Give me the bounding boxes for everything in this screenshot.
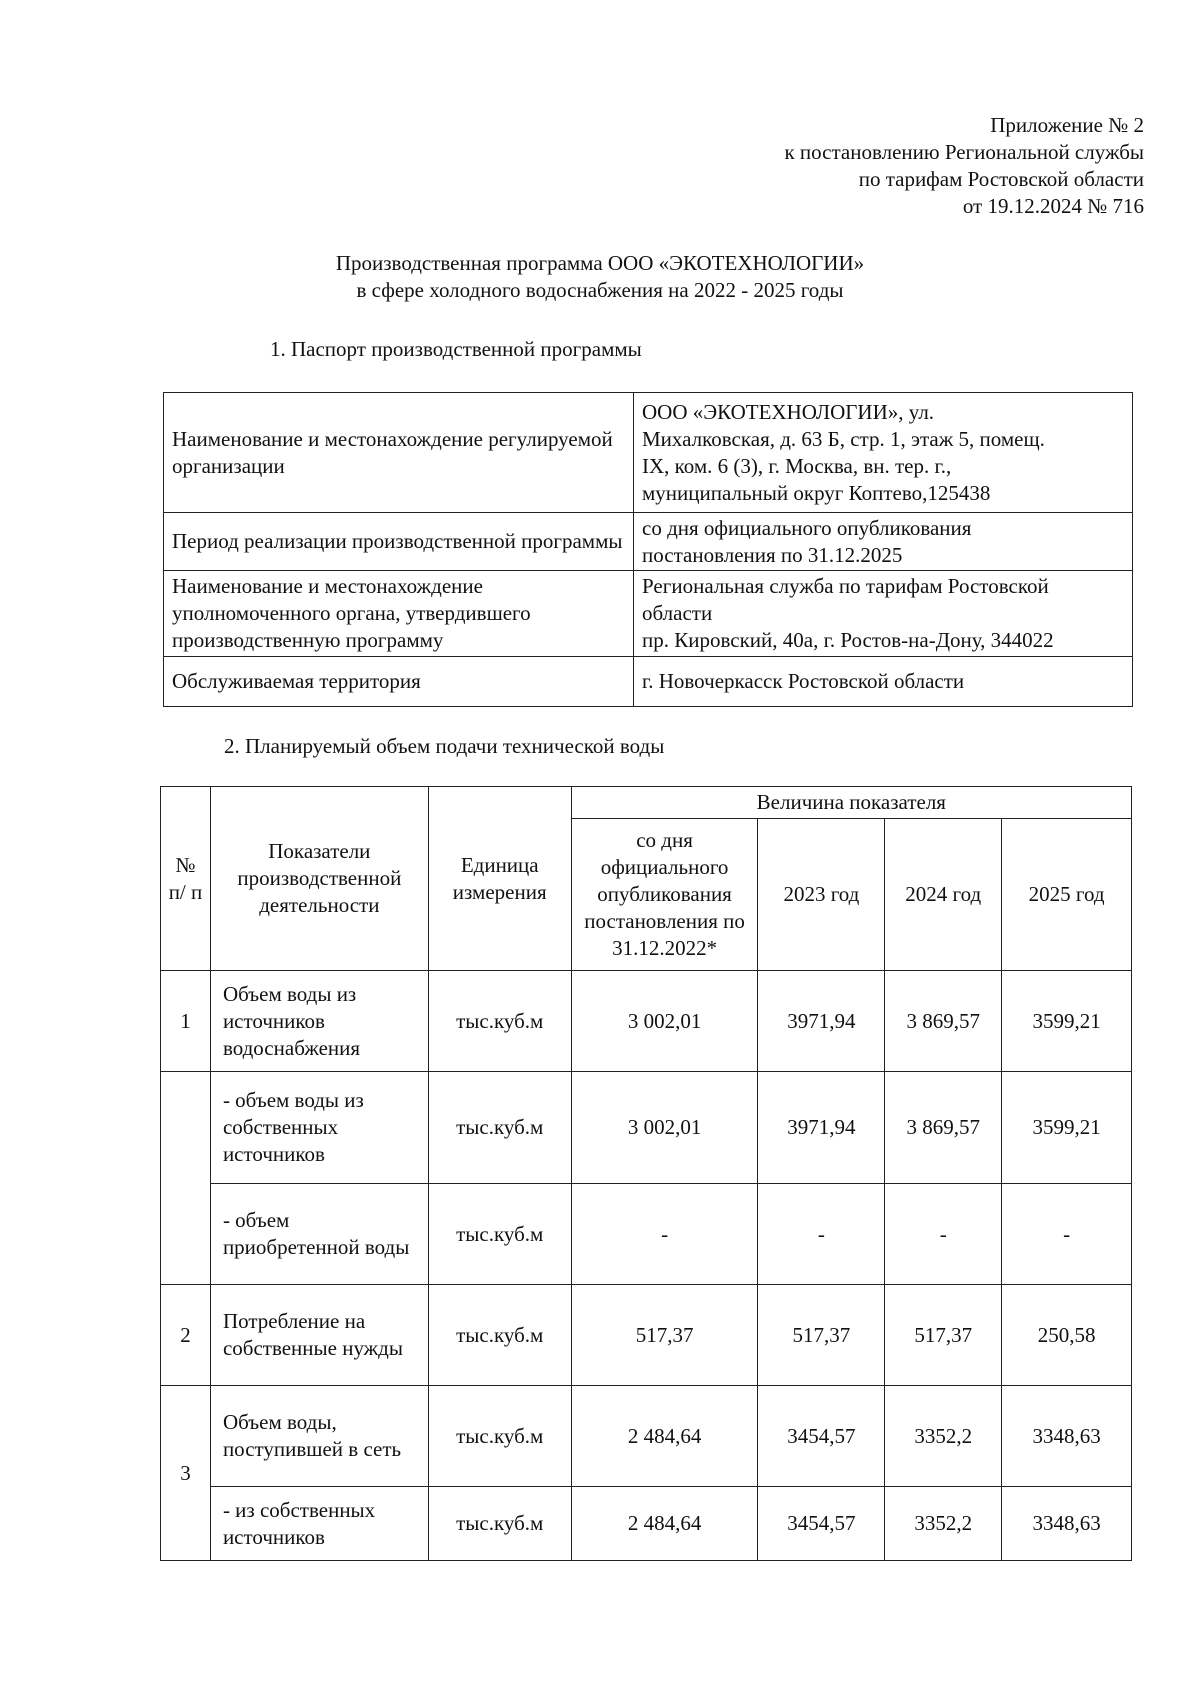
value-line: постановления по 31.12.2025 — [642, 542, 903, 567]
row-unit: тыс.куб.м — [428, 1386, 571, 1487]
table-row — [161, 971, 1132, 1072]
appendix-header — [784, 112, 1144, 220]
row-num: 1 — [161, 971, 211, 1072]
table-row — [161, 1072, 1132, 1184]
row-num: 3 — [161, 1386, 211, 1561]
row-value: 3454,57 — [758, 1386, 885, 1487]
header-row — [161, 787, 1132, 819]
row-name: - объем приобретенной воды — [210, 1184, 428, 1285]
value-line: Региональная служба по тарифам Ростовской — [642, 574, 1049, 598]
passport-key: Наименование и местонахождение уполномоченного органа, утвердившего производственную программу — [164, 571, 634, 657]
value-line: IX, ком. 6 (3), г. Москва, вн. тер. г., — [642, 453, 952, 478]
section-2-heading: 2. Планируемый объем подачи технической воды — [224, 734, 665, 758]
row-name: Объем воды, поступившей в сеть — [210, 1386, 428, 1487]
col-header-group: Величина показателя — [571, 787, 1131, 819]
passport-value — [634, 657, 1133, 707]
row-name: Потребление на собственные нужды — [210, 1285, 428, 1386]
table-row — [161, 1386, 1132, 1487]
row-value: 250,58 — [1002, 1285, 1132, 1386]
row-unit: тыс.куб.м — [428, 1487, 571, 1561]
table-row — [161, 1184, 1132, 1285]
row-unit: тыс.куб.м — [428, 971, 571, 1072]
row-value: 3348,63 — [1002, 1487, 1132, 1561]
row-value: - — [1002, 1184, 1132, 1285]
table-row — [161, 1487, 1132, 1561]
col-header-period-1: со дня официального опубликования постановления по 31.12.2022* — [571, 819, 758, 971]
value-line: пр. Кировский, 40а, г. Ростов-на-Дону, 344022 — [642, 628, 1054, 652]
value-line: со дня официального опубликования — [642, 515, 972, 540]
row-num — [161, 1072, 211, 1285]
row-value: - — [571, 1184, 758, 1285]
table-row — [161, 1285, 1132, 1386]
row-name: - из собственных источников — [210, 1487, 428, 1561]
table-row — [164, 571, 1133, 657]
col-header-indicator: Показатели производственной деятельности — [210, 787, 428, 971]
passport-value — [634, 513, 1133, 571]
section-1-heading: 1. Паспорт производственной программы — [270, 337, 642, 361]
row-value: 3454,57 — [758, 1487, 885, 1561]
value-line: Михалковская, д. 63 Б, стр. 1, этаж 5, помещ. — [642, 426, 1045, 451]
row-value: 3971,94 — [758, 971, 885, 1072]
appendix-authority: по тарифам Ростовской области — [858, 167, 1144, 191]
row-name: Объем воды из источников водоснабжения — [210, 971, 428, 1072]
row-name: - объем воды из собственных источников — [210, 1072, 428, 1184]
col-header-2025: 2025 год — [1002, 819, 1132, 971]
row-value: 517,37 — [571, 1285, 758, 1386]
row-value: - — [758, 1184, 885, 1285]
row-value: 3 002,01 — [571, 1072, 758, 1184]
row-value: 3599,21 — [1002, 971, 1132, 1072]
passport-key: Наименование и местонахождение регулируемой организации — [164, 393, 634, 513]
row-value: 3352,2 — [885, 1386, 1002, 1487]
supply-volume-table — [160, 786, 1132, 1561]
table-row — [164, 393, 1133, 513]
row-value: 517,37 — [885, 1285, 1002, 1386]
table-row — [164, 513, 1133, 571]
row-value: 3599,21 — [1002, 1072, 1132, 1184]
appendix-number: Приложение № 2 — [990, 113, 1144, 137]
row-value: 3 869,57 — [885, 971, 1002, 1072]
passport-key: Период реализации производственной программы — [164, 513, 634, 571]
row-value: 3 869,57 — [885, 1072, 1002, 1184]
row-value: 3348,63 — [1002, 1386, 1132, 1487]
document-title — [0, 250, 1200, 304]
row-value: 3971,94 — [758, 1072, 885, 1184]
appendix-resolution: к постановлению Региональной службы — [784, 140, 1144, 164]
row-value: 2 484,64 — [571, 1386, 758, 1487]
row-unit: тыс.куб.м — [428, 1072, 571, 1184]
value-line: ООО «ЭКОТЕХНОЛОГИИ», ул. — [642, 399, 935, 424]
appendix-date: от 19.12.2024 № 716 — [962, 194, 1144, 218]
row-unit: тыс.куб.м — [428, 1184, 571, 1285]
value-line: г. Новочеркасск Ростовской области — [642, 669, 965, 693]
col-header-unit: Единица измерения — [428, 787, 571, 971]
col-header-2024: 2024 год — [885, 819, 1002, 971]
value-line: муниципальный округ Коптево,125438 — [642, 480, 991, 505]
row-value: 2 484,64 — [571, 1487, 758, 1561]
row-value: - — [885, 1184, 1002, 1285]
passport-value — [634, 571, 1133, 657]
title-line-1: Производственная программа ООО «ЭКОТЕХНОЛОГИИ» — [335, 251, 865, 275]
title-line-2: в сфере холодного водоснабжения на 2022 - 2025 годы — [356, 278, 844, 302]
value-line: области — [642, 601, 713, 625]
col-header-num: № п/ п — [161, 787, 211, 971]
row-unit: тыс.куб.м — [428, 1285, 571, 1386]
row-value: 3352,2 — [885, 1487, 1002, 1561]
passport-value — [634, 393, 1133, 513]
passport-key: Обслуживаемая территория — [164, 657, 634, 707]
passport-table — [163, 392, 1133, 707]
table-row — [164, 657, 1133, 707]
row-num: 2 — [161, 1285, 211, 1386]
row-value: 517,37 — [758, 1285, 885, 1386]
row-value: 3 002,01 — [571, 971, 758, 1072]
col-header-2023: 2023 год — [758, 819, 885, 971]
